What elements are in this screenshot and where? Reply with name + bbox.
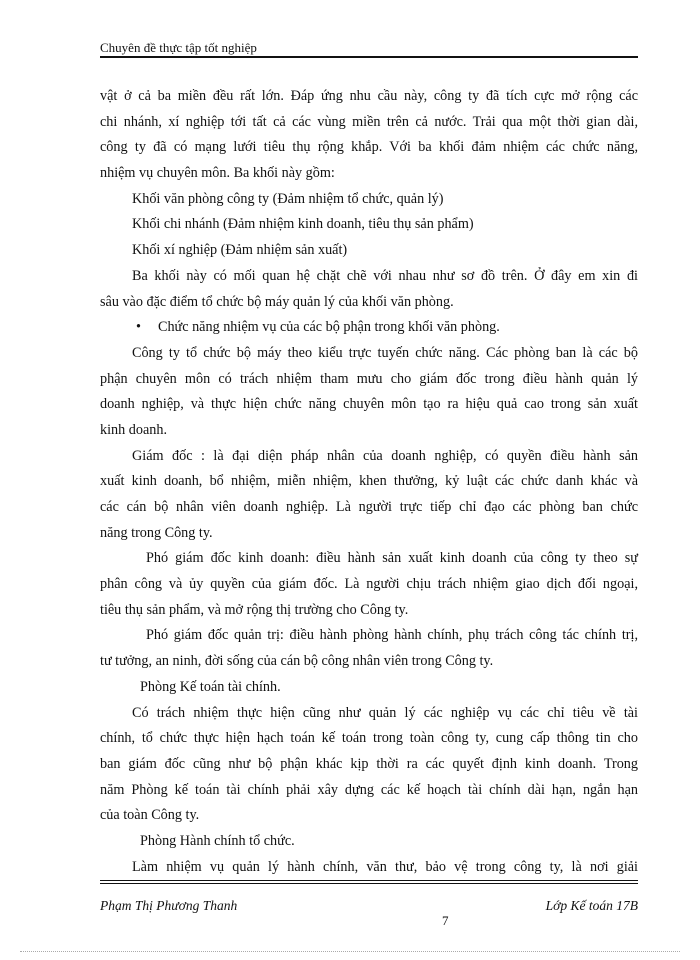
text-line: ban giám đốc cũng như bộ phận khác kịp thời ra các quyết định kinh doanh. Trong <box>100 755 638 772</box>
list-item: Khối xí nghiệp (Đảm nhiệm sản xuất) <box>132 242 348 259</box>
section-heading: Phòng Hành chính tổ chức. <box>140 832 295 849</box>
text-line: của toàn Công ty. <box>100 807 200 824</box>
text-line: công ty đã có mạng lưới tiêu thụ rộng khắp. Với ba khối đảm nhiệm các chức năng, <box>100 139 638 156</box>
text-line: Công ty tổ chức bộ máy theo kiểu trực tuyến chức năng. Các phòng ban là các bộ <box>132 344 638 361</box>
bullet-text: Chức năng nhiệm vụ của các bộ phận trong khối văn phòng. <box>158 319 500 336</box>
text-line: chính, tổ chức thực hiện hạch toán kế toán trong toàn công ty, cung cấp thông tin cho <box>100 730 638 747</box>
bullet-icon: • <box>136 319 141 336</box>
text-line: chi nhánh, xí nghiệp tới tất cả các vùng miền trên cả nước. Trải qua một thời gian dài, <box>100 113 638 130</box>
header-divider <box>100 56 638 58</box>
text-line: doanh nghiệp, và thực hiện chức năng chuyên môn tạo ra hiệu quả cao trong sản xuất <box>100 396 638 413</box>
text-line: tiêu thụ sản phẩm, và mở rộng thị trường cho Công ty. <box>100 601 409 618</box>
text-line: Phó giám đốc kinh doanh: điều hành sản xuất kinh doanh của công ty theo sự <box>146 550 638 567</box>
text-line: Có trách nhiệm thực hiện cũng như quản lý các nghiệp vụ các chỉ tiêu về tài <box>132 704 638 721</box>
page-bottom-border <box>20 951 680 952</box>
page-header-title: Chuyên đề thực tập tốt nghiệp <box>100 40 257 55</box>
text-line: Phó giám đốc quản trị: điều hành phòng hành chính, phụ trách công tác chính trị, <box>146 627 638 644</box>
text-line: các cán bộ nhân viên doanh nghiệp. Là người trực tiếp chỉ đạo các phòng ban chức <box>100 499 638 515</box>
text-line: kinh doanh. <box>100 421 167 438</box>
text-line: vật ở cả ba miền đều rất lớn. Đáp ứng nhu cầu này, công ty đã tích cực mở rộng các <box>100 88 638 104</box>
text-line: năng trong Công ty. <box>100 524 213 541</box>
text-line: xuất kinh doanh, bổ nhiệm, miễn nhiệm, khen thưởng, kỷ luật các chức danh khác và <box>100 473 638 490</box>
footer-divider <box>100 880 638 881</box>
text-line: năm Phòng kế toán tài chính phải xây dựng các kế hoạch tài chính dài hạn, ngắn hạn <box>100 781 638 798</box>
body-text <box>100 84 638 880</box>
text-line: Giám đốc : là đại diện pháp nhân của doanh nghiệp, có quyền điều hành sản <box>132 447 638 464</box>
text-line: sâu vào đặc điểm tổ chức bộ máy quản lý của khối văn phòng. <box>100 293 454 310</box>
text-line: Ba khối này có mối quan hệ chặt chẽ với nhau như sơ đồ trên. Ở đây em xin đi <box>132 267 638 284</box>
footer-class: Lớp Kế toán 17B <box>545 898 638 913</box>
text-line: tư tưởng, an ninh, đời sống của cán bộ công nhân viên trong Công ty. <box>100 653 494 670</box>
footer-divider <box>100 883 638 884</box>
section-heading: Phòng Kế toán tài chính. <box>140 678 281 695</box>
list-item: Khối văn phòng công ty (Đảm nhiệm tổ chức, quản lý) <box>132 190 444 207</box>
list-item: Khối chi nhánh (Đảm nhiệm kinh doanh, tiêu thụ sản phẩm) <box>132 216 474 233</box>
text-line: phân công và ủy quyền của giám đốc. Là người chịu trách nhiệm giao dịch đối ngoại, <box>100 576 638 593</box>
bullet-item <box>100 315 638 341</box>
text-line: nhiệm vụ chuyên môn. Ba khối này gồm: <box>100 165 335 182</box>
page-number: 7 <box>442 913 449 928</box>
text-line: phận chuyên môn có trách nhiệm tham mưu cho giám đốc trong điều hành quản lý <box>100 370 638 387</box>
text-line: Làm nhiệm vụ quản lý hành chính, văn thư, bảo vệ trong công ty, là nơi giải <box>132 858 638 875</box>
footer-author: Phạm Thị Phương Thanh <box>100 898 238 913</box>
